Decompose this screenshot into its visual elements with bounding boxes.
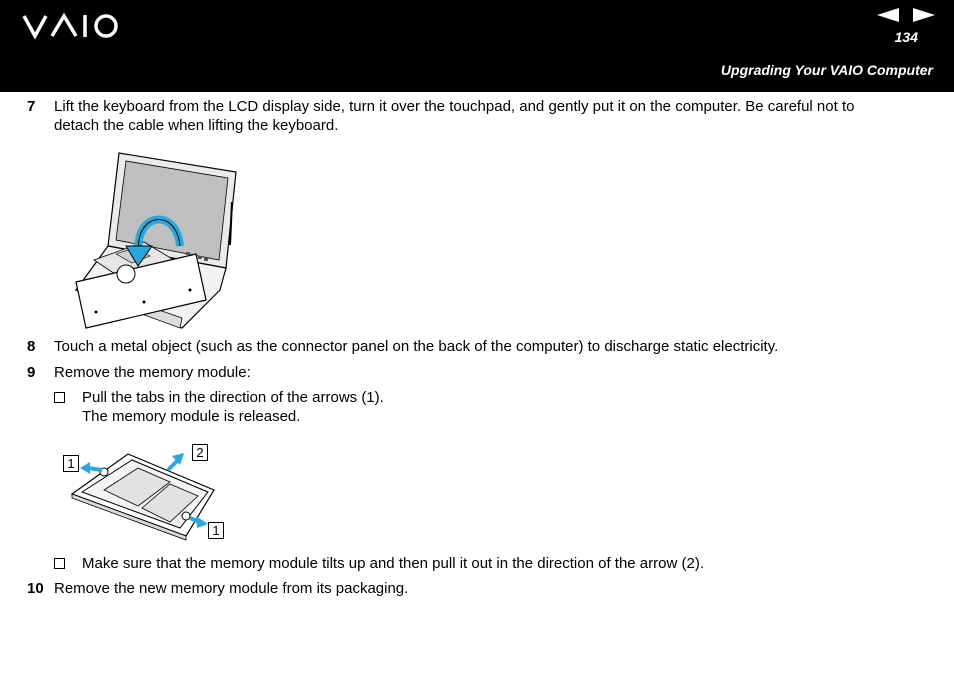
step-text: Lift the keyboard from the LCD display side, turn it over the touchpad, and gently put it on the computer. Be careful not to bbox=[54, 98, 855, 115]
vaio-logo bbox=[22, 12, 122, 40]
bullet-text: Pull the tabs in the direction of the arrows (1). bbox=[82, 389, 384, 406]
bullet-text: The memory module is released. bbox=[82, 408, 301, 425]
page-header bbox=[0, 0, 954, 92]
step-number: 8 bbox=[27, 338, 36, 355]
page-nav bbox=[877, 8, 937, 24]
step-text: Remove the new memory module from its packaging. bbox=[54, 580, 409, 597]
callout-label-1: 1 bbox=[208, 522, 224, 539]
keyboard-lift-illustration bbox=[64, 150, 244, 332]
step-text: Remove the memory module: bbox=[54, 364, 251, 381]
right-arrow-icon[interactable] bbox=[913, 8, 935, 22]
memory-module-illustration bbox=[58, 440, 248, 544]
bullet-text: Make sure that the memory module tilts up and then pull it out in the direction of the arrow (2). bbox=[82, 555, 704, 572]
step-text: detach the cable when lifting the keyboard. bbox=[54, 117, 339, 134]
step-number: 9 bbox=[27, 364, 36, 381]
step-text: Touch a metal object (such as the connector panel on the back of the computer) to discharge static electricity. bbox=[54, 338, 779, 355]
callout-label-1: 1 bbox=[63, 455, 79, 472]
page-number: 134 bbox=[894, 29, 918, 45]
section-title: Upgrading Your VAIO Computer bbox=[720, 62, 933, 78]
callout-label-2: 2 bbox=[192, 444, 208, 461]
left-arrow-icon[interactable] bbox=[877, 8, 899, 22]
step-number: 7 bbox=[27, 98, 36, 115]
checkbox-bullet-icon bbox=[54, 558, 65, 569]
checkbox-bullet-icon bbox=[54, 392, 65, 403]
step-number: 10 bbox=[27, 580, 44, 597]
